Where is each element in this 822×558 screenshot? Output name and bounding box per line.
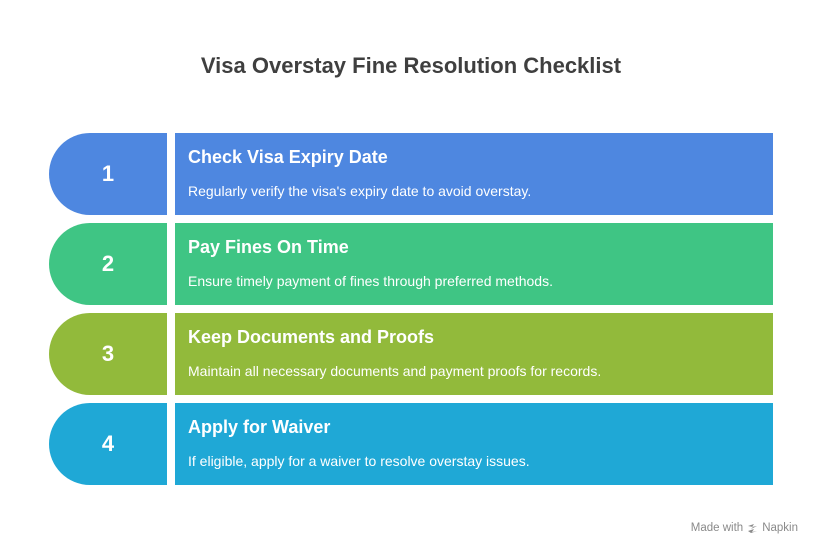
step-number-badge: 1 [49,133,167,215]
step-card [175,223,773,305]
step-2 [49,223,773,305]
step-description: Maintain all necessary documents and payment proofs for records. [188,363,602,379]
step-number-badge: 3 [49,313,167,395]
step-3 [49,313,773,395]
napkin-brand-label: Napkin [762,522,798,534]
made-with-label: Made with [690,522,744,534]
page-title: Visa Overstay Fine Resolution Checklist [200,53,622,78]
step-title: Check Visa Expiry Date [188,147,388,167]
step-card [175,313,773,395]
step-title: Apply for Waiver [188,417,331,437]
step-1 [49,133,773,215]
step-title: Pay Fines On Time [188,237,349,257]
step-4 [49,403,773,485]
step-title: Keep Documents and Proofs [188,327,435,347]
step-description: If eligible, apply for a waiver to resolve overstay issues. [188,453,530,469]
step-description: Regularly verify the visa's expiry date to avoid overstay. [188,183,532,199]
step-card [175,403,773,485]
step-number-badge: 2 [49,223,167,305]
step-card [175,133,773,215]
step-description: Ensure timely payment of fines through preferred methods. [188,273,553,289]
step-number-badge: 4 [49,403,167,485]
made-with-napkin-badge[interactable] [691,522,798,534]
napkin-logo-icon [747,523,758,534]
